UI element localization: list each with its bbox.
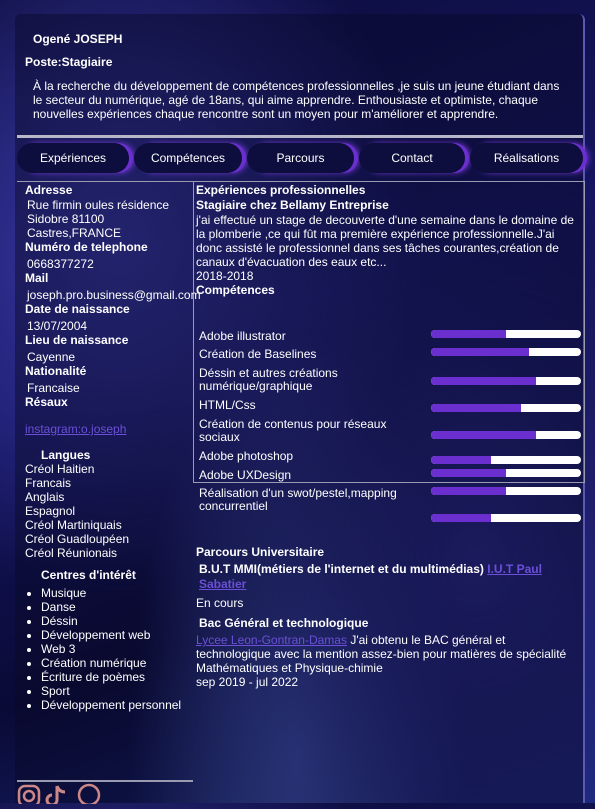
- list-item: Créol Réunionais: [25, 546, 118, 560]
- adresse-line: Sidobre 81100: [27, 212, 105, 226]
- nav-bar: [17, 143, 583, 175]
- list-item: Espagnol: [25, 504, 76, 518]
- iut-link[interactable]: I.U.T Paul Sabatier: [199, 562, 542, 591]
- info-column: [25, 183, 201, 712]
- job-description: j'ai effectué un stage de decouverte d'une semaine dans le domaine de la plomberie ,ce qui fût ma première expérience professionnelle.J'ai donc assisté le professionnel dans ses tâches courantes,création de canaux d'évacuation des eaux etc...: [196, 213, 574, 269]
- tab-contact[interactable]: Contact: [359, 143, 465, 173]
- skill-name: Adobe illustrator: [199, 329, 286, 343]
- skill-level-fill: [431, 469, 506, 477]
- main-column: [196, 183, 578, 298]
- nationalite-label: Nationalité: [25, 364, 87, 378]
- lieu-value: Cayenne: [27, 350, 76, 364]
- social-icons: [17, 782, 107, 809]
- whatsapp-icon[interactable]: [79, 785, 99, 804]
- list-item: • Musique: [41, 586, 195, 600]
- instagram-icon[interactable]: [19, 786, 39, 804]
- parcours-title: Parcours Universitaire: [196, 545, 325, 559]
- skill-row: [199, 487, 583, 517]
- lycee-link[interactable]: Lycee Leon-Gontran-Damas: [196, 633, 347, 647]
- bac-description: J'ai obtenu le BAC général et technologique avec la mention assez-bien pour matières de spécialité Mathématiques et Physique-chimie: [196, 633, 567, 675]
- list-item: • Web 3: [41, 642, 195, 656]
- skill-level-fill: [431, 431, 536, 439]
- job-dates: 2018-2018: [196, 269, 254, 283]
- skill-level-fill: [431, 330, 506, 338]
- parcours-section: [196, 545, 578, 689]
- skill-level-bar: [431, 487, 581, 495]
- adresse-line: Castres,FRANCE: [27, 226, 122, 240]
- skill-name: Adobe photoshop: [199, 449, 294, 463]
- adresse-line: Rue firmin oules résidence: [27, 198, 170, 212]
- tel-label: Numéro de telephone: [25, 240, 148, 254]
- skill-row: [199, 367, 583, 397]
- list-item: Créol Haitien: [25, 462, 95, 476]
- skill-level-bar: [431, 377, 581, 385]
- nationalite-value: Francaise: [27, 381, 80, 395]
- list-item: Créol Martiniquais: [25, 518, 122, 532]
- skill-level-bar: [431, 404, 581, 412]
- job-title: Poste:Stagiaire: [25, 55, 113, 69]
- skill-level-fill: [431, 404, 521, 412]
- list-item: • Danse: [41, 600, 195, 614]
- skill-level-fill: [431, 487, 506, 495]
- competences-title: Compétences: [196, 283, 275, 297]
- adresse-label: Adresse: [25, 183, 73, 197]
- intro-text: À la recherche du développement de compétences professionnelles ,je suis un jeune étudiant dans le secteur du numérique, agé de 18ans, qui aime apprendre. Enthousiaste et optimiste, chaque nouvelles expériences chaque rencontre sont un moyen pour m'améliorer et apprendre.: [33, 79, 560, 121]
- skill-row: [199, 418, 583, 448]
- tiktok-icon[interactable]: [47, 786, 65, 804]
- skill-name: Création de Baselines: [199, 347, 317, 361]
- tab-parcours[interactable]: Parcours: [247, 143, 354, 173]
- skill-name: Réalisation d'un swot/pestel,mapping concurrentiel: [199, 486, 397, 513]
- skill-name: Création de contenus pour réseaux sociaux: [199, 417, 387, 444]
- interets-list: [25, 586, 195, 712]
- skill-name: HTML/Css: [199, 398, 256, 412]
- langues-list: [25, 462, 195, 560]
- tab-competences[interactable]: Compétences: [134, 143, 242, 173]
- tab-experiences[interactable]: Expériences: [17, 143, 129, 173]
- mail-value: joseph.pro.business@gmail.com: [27, 288, 201, 302]
- skill-level-bar: [431, 456, 581, 464]
- list-item: Anglais: [25, 490, 65, 504]
- mail-label: Mail: [25, 271, 49, 285]
- left-divider: [17, 181, 193, 182]
- skill-name: Adobe UXDesign: [199, 468, 292, 482]
- but-status: En cours: [196, 596, 244, 610]
- lieu-label: Lieu de naissance: [25, 333, 129, 347]
- tab-realisations[interactable]: Réalisations: [470, 143, 583, 173]
- list-item: • Écriture de poèmes: [41, 670, 195, 684]
- skill-level-bar: [431, 330, 581, 338]
- naissance-label: Date de naissance: [25, 302, 130, 316]
- list-item: • Sport: [41, 684, 195, 698]
- list-item: • Développement web: [41, 628, 195, 642]
- list-item: • Déssin: [41, 614, 195, 628]
- experiences-title: Expériences professionnelles: [196, 183, 366, 197]
- skill-level-fill: [431, 456, 491, 464]
- skill-level-fill: [431, 514, 491, 522]
- bac-dates: sep 2019 - jul 2022: [196, 675, 299, 689]
- skill-level-bar: [431, 431, 581, 439]
- list-item: Francais: [25, 476, 72, 490]
- skill-name: Déssin et autres créations numérique/graphique: [199, 366, 338, 393]
- bac-title: Bac Général et technologique: [199, 616, 369, 630]
- list-item: • Création numérique: [41, 656, 195, 670]
- instagram-link[interactable]: instagram:o.joseph: [25, 422, 127, 436]
- langues-title: Langues: [41, 448, 91, 462]
- divider: [17, 135, 583, 138]
- skill-level-fill: [431, 348, 529, 356]
- skill-level-bar: [431, 514, 581, 522]
- list-item: Créol Guadloupéen: [25, 532, 130, 546]
- tel-value: 0668377272: [27, 257, 94, 271]
- reseaux-label: Résaux: [25, 395, 68, 409]
- job-name: Stagiaire chez Bellamy Entreprise: [196, 198, 389, 212]
- skill-level-fill: [431, 377, 536, 385]
- skill-level-bar: [431, 469, 581, 477]
- interets-title: Centres d'intérêt: [41, 568, 136, 582]
- person-name: Ogené JOSEPH: [33, 32, 123, 46]
- naissance-value: 13/07/2004: [27, 319, 88, 333]
- skill-level-bar: [431, 348, 581, 356]
- but-title: B.U.T MMI(métiers de l'internet et du multimédias): [199, 562, 484, 576]
- list-item: • Développement personnel: [41, 698, 195, 712]
